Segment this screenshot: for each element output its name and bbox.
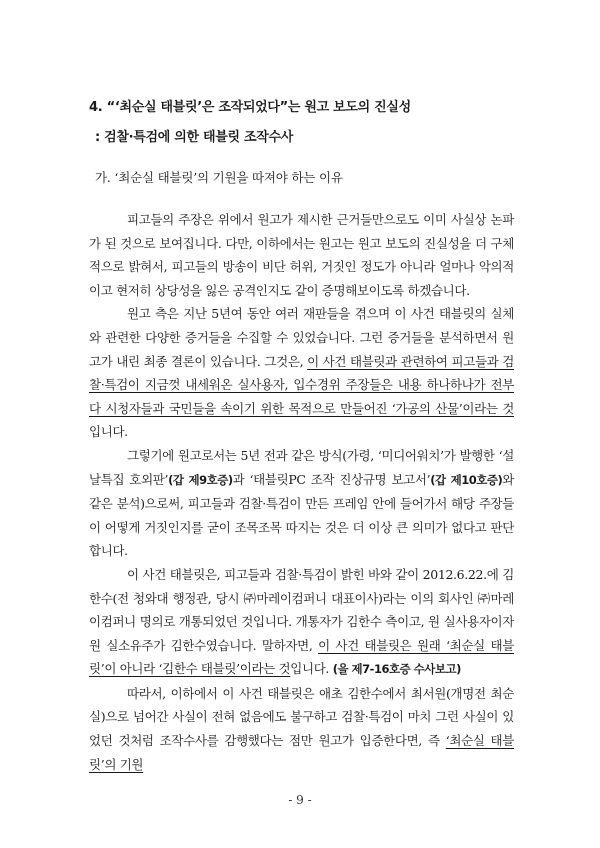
paragraph-2-underlined: 이 사건 태블릿과 관련하여 피고들과 검찰·특검이 지금껏 내세워온 실사용자, 입수경위 주장들은 내용 하나하나가 전부 다 시청자들과 국민들을 속이기 위한 목적으로 만들어진 ‘가공의 산물’이라는 것 — [89, 353, 515, 416]
paragraph-4-text-a: 이 사건 태블릿은, 피고들과 검찰·특검이 밝힌 바와 같이 2012.6.22.에 김한수(전 청와대 행정관, 당시 ㈜마레이컴퍼니 대표이사)라는 이의 회사인 ㈜마레이컴퍼니 명의로 개통되었던 것입니다. 개통자가 김한수 측이고, 원 실사용자이자 원 실소유주가 김한수였습니다. 말하자면, — [89, 566, 514, 653]
paragraph-2-text-a: 원고 측은 지난 5년여 동안 여러 재판들을 겪으며 이 사건 태블릿의 실체와 관련한 다양한 증거들을 수집할 수 있었습니다. 그런 증거들을 분석하면서 원고가 내린 최종 결론이 있습니다. 그것은, — [89, 306, 514, 369]
heading-line-2: : 검찰·특검에 의한 태블릿 조작수사 — [95, 130, 294, 145]
paragraph-3 — [89, 444, 514, 563]
page-number: - 9 - — [288, 793, 312, 807]
paragraph-4-text-b: 입니다. — [290, 661, 333, 677]
paragraph-3-text-d: 와 같은 분석)으로써, 피고들과 검찰·특검이 만든 프레임 안에 들어가서 해당 주장들이 어떻게 거짓인지를 굳이 조목조목 따지는 것은 더 이상 큰 의미가 없다고 판단합니다. — [89, 471, 514, 559]
paragraph-3-text-c: 과 ‘태블릿PC 조작 진상규명 보고서’ — [232, 471, 431, 487]
paragraph-3-text-a: 그렇기에 원고로서는 5년 전과 같은 방식(가령, ‘미디어워치’가 발행한 ‘설날특집 호외판’ — [89, 447, 514, 487]
paragraph-5-underlined: ‘최순실 태블릿’의 기원 — [89, 733, 514, 772]
section-heading — [89, 93, 411, 153]
body-text — [89, 208, 514, 776]
paragraph-1 — [89, 208, 514, 302]
subsection-title: 가. ‘최순실 태블릿’의 기원을 따져야 하는 이유 — [95, 170, 343, 185]
paragraph-1-text: 피고들의 주장은 위에서 원고가 제시한 근거들만으로도 이미 사실상 논파가 된 것으로 보여집니다. 다만, 이하에서는 원고는 원고 보도의 진실성을 더 구체적으로 밝혀서, 피고들의 방송이 비단 허위, 거짓인 정도가 아니라 얼마나 악의적이고 현저히 상당성을 잃은 공격인지도 같이 증명해보이도록 하겠습니다. — [89, 212, 514, 298]
exhibit-ref-7-16: (을 제7-16호증 수사보고) — [332, 662, 461, 677]
exhibit-ref-10: (갑 제10호증) — [430, 472, 503, 487]
paragraph-4-underlined: 이 사건 태블릿은 원래 ‘최순실 태블릿’이 아니라 ‘김한수 태블릿’이라는 것 — [89, 637, 514, 677]
paragraph-5 — [89, 682, 514, 776]
heading-line-1: 4. “‘최순실 태블릿’은 조작되었다”는 원고 보도의 진실성 — [89, 100, 411, 115]
paragraph-2-text-b: 입니다. — [89, 424, 128, 440]
paragraph-2 — [89, 302, 514, 444]
paragraph-5-text-a: 따라서, 이하에서 이 사건 태블릿은 애초 김한수에서 최서원(개명전 최순실)으로 넘어간 사실이 전혀 없음에도 불구하고 검찰·특검이 마치 그런 사실이 있었던 것처럼 조작수사를 감행했다는 점만 원고가 입증한다면, 즉 — [89, 685, 514, 749]
paragraph-4 — [89, 563, 514, 682]
exhibit-ref-9: (갑 제9호증) — [168, 472, 233, 487]
